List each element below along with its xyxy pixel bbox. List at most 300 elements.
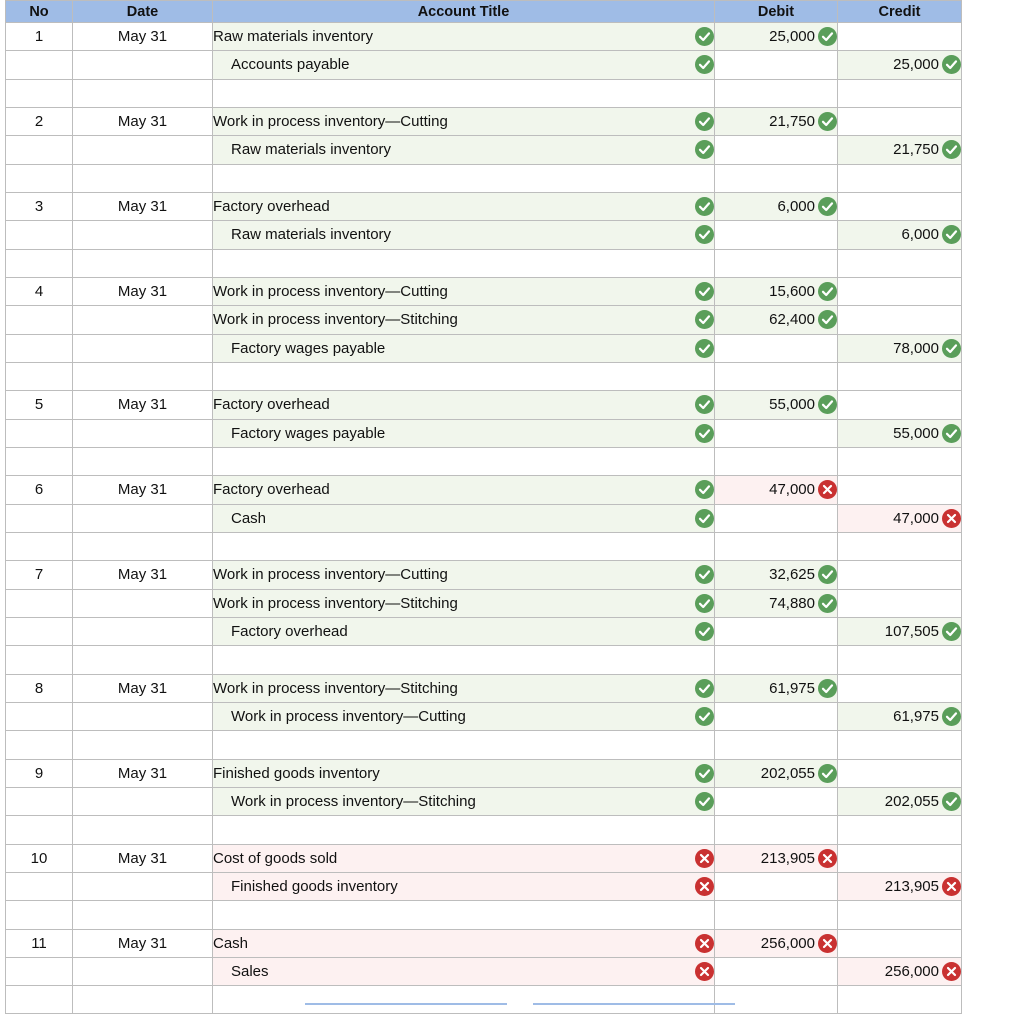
credit-input[interactable] bbox=[838, 192, 962, 220]
credit-amount: 213,905 bbox=[884, 878, 939, 895]
blank-cell[interactable] bbox=[73, 901, 213, 929]
entry-date-select[interactable]: May 31 bbox=[73, 23, 213, 51]
debit-input[interactable] bbox=[715, 787, 838, 815]
account-title-text: Cost of goods sold bbox=[213, 849, 338, 867]
debit-input[interactable] bbox=[715, 702, 838, 730]
credit-amount: 25,000 bbox=[893, 56, 939, 74]
entry-number: 7 bbox=[6, 561, 73, 589]
journal-line-row bbox=[6, 844, 962, 872]
blank-cell[interactable] bbox=[73, 646, 213, 674]
journal-line-row bbox=[6, 334, 962, 362]
account-title-select[interactable] bbox=[213, 872, 715, 900]
check-circle-icon bbox=[695, 55, 714, 74]
blank-row bbox=[6, 986, 962, 1014]
credit-input[interactable] bbox=[838, 23, 962, 51]
journal-line-row bbox=[6, 589, 962, 617]
account-title-text: Cash bbox=[231, 509, 267, 527]
account-title-text: Work in process inventory—Cutting bbox=[213, 566, 448, 584]
account-title-text: Accounts payable bbox=[231, 56, 350, 74]
account-title-select[interactable] bbox=[213, 277, 715, 305]
blank-cell[interactable] bbox=[73, 447, 213, 475]
account-title-text: Factory overhead bbox=[213, 481, 330, 499]
journal-line-row bbox=[6, 759, 962, 787]
check-circle-icon bbox=[695, 339, 714, 358]
blank-cell[interactable] bbox=[73, 731, 213, 759]
entry-number: 2 bbox=[6, 107, 73, 135]
credit-input[interactable] bbox=[838, 306, 962, 334]
debit-input[interactable] bbox=[715, 51, 838, 79]
entry-number-empty bbox=[6, 334, 73, 362]
check-circle-icon bbox=[695, 225, 714, 244]
blank-row bbox=[6, 646, 962, 674]
credit-input[interactable] bbox=[838, 51, 962, 79]
entry-date-empty[interactable] bbox=[73, 872, 213, 900]
debit-input[interactable] bbox=[715, 617, 838, 645]
blank-cell[interactable] bbox=[715, 79, 838, 107]
entry-number-empty bbox=[6, 617, 73, 645]
blank-cell[interactable] bbox=[715, 816, 838, 844]
account-title-select[interactable] bbox=[213, 107, 715, 135]
debit-amount: 74,880 bbox=[769, 594, 815, 612]
scroll-indicator-right[interactable] bbox=[533, 1003, 735, 1005]
entry-number-empty bbox=[6, 51, 73, 79]
blank-cell bbox=[6, 447, 73, 475]
debit-input[interactable] bbox=[715, 674, 838, 702]
account-title-text: Factory wages payable bbox=[231, 339, 386, 357]
journal-line-row bbox=[6, 872, 962, 900]
check-circle-icon bbox=[818, 764, 837, 783]
entry-number: 8 bbox=[6, 674, 73, 702]
entry-number: 5 bbox=[6, 391, 73, 419]
x-circle-icon bbox=[942, 877, 961, 896]
account-title-select[interactable] bbox=[213, 589, 715, 617]
journal-line-row bbox=[6, 51, 962, 79]
account-title-select[interactable] bbox=[213, 617, 715, 645]
journal-line-row bbox=[6, 561, 962, 589]
journal-line-row bbox=[6, 476, 962, 504]
check-circle-icon bbox=[695, 679, 714, 698]
entry-date-select[interactable]: May 31 bbox=[73, 929, 213, 957]
check-circle-icon bbox=[942, 339, 961, 358]
header-credit: Credit bbox=[838, 1, 962, 23]
account-title-text: Work in process inventory—Stitching bbox=[231, 793, 476, 811]
credit-input[interactable] bbox=[838, 107, 962, 135]
entry-date-empty[interactable] bbox=[73, 306, 213, 334]
debit-amount: 55,000 bbox=[769, 396, 815, 414]
blank-row bbox=[6, 79, 962, 107]
account-title-text: Factory overhead bbox=[213, 396, 330, 414]
credit-amount: 256,000 bbox=[884, 962, 939, 980]
debit-input[interactable] bbox=[715, 929, 838, 957]
debit-input[interactable] bbox=[715, 221, 838, 249]
account-title-text: Work in process inventory—Stitching bbox=[213, 594, 458, 612]
debit-input[interactable] bbox=[715, 759, 838, 787]
check-circle-icon bbox=[818, 282, 837, 301]
debit-amount: 6,000 bbox=[777, 198, 815, 216]
x-circle-icon bbox=[818, 480, 837, 499]
credit-amount: 6,000 bbox=[901, 226, 939, 244]
entry-date-empty[interactable] bbox=[73, 136, 213, 164]
account-title-text: Factory overhead bbox=[213, 198, 330, 216]
entry-number: 4 bbox=[6, 277, 73, 305]
debit-input[interactable] bbox=[715, 872, 838, 900]
entry-date-empty[interactable] bbox=[73, 589, 213, 617]
blank-cell[interactable] bbox=[838, 986, 962, 1014]
x-circle-icon bbox=[942, 509, 961, 528]
blank-row bbox=[6, 731, 962, 759]
blank-row bbox=[6, 362, 962, 390]
debit-amount: 32,625 bbox=[769, 566, 815, 584]
journal-line-row bbox=[6, 929, 962, 957]
journal-line-row bbox=[6, 674, 962, 702]
entry-date-empty[interactable] bbox=[73, 787, 213, 815]
account-title-select[interactable] bbox=[213, 221, 715, 249]
credit-input[interactable] bbox=[838, 759, 962, 787]
entry-date-select[interactable]: May 31 bbox=[73, 192, 213, 220]
blank-cell[interactable] bbox=[838, 532, 962, 560]
entry-date-select[interactable]: May 31 bbox=[73, 476, 213, 504]
debit-input[interactable] bbox=[715, 504, 838, 532]
blank-cell[interactable] bbox=[213, 249, 715, 277]
blank-cell[interactable] bbox=[73, 164, 213, 192]
header-date: Date bbox=[73, 1, 213, 23]
header-account-title: Account Title bbox=[213, 1, 715, 23]
journal-line-row bbox=[6, 702, 962, 730]
blank-cell[interactable] bbox=[838, 249, 962, 277]
check-circle-icon bbox=[818, 395, 837, 414]
blank-cell[interactable] bbox=[715, 731, 838, 759]
blank-cell[interactable] bbox=[715, 447, 838, 475]
journal-line-row bbox=[6, 136, 962, 164]
blank-cell bbox=[6, 731, 73, 759]
x-circle-icon bbox=[818, 934, 837, 953]
blank-row bbox=[6, 816, 962, 844]
debit-input[interactable] bbox=[715, 561, 838, 589]
debit-amount: 256,000 bbox=[760, 934, 815, 952]
check-circle-icon bbox=[695, 310, 714, 329]
debit-input[interactable] bbox=[715, 391, 838, 419]
debit-amount: 202,055 bbox=[760, 764, 815, 782]
account-title-select[interactable] bbox=[213, 23, 715, 51]
blank-row bbox=[6, 901, 962, 929]
check-circle-icon bbox=[942, 140, 961, 159]
entry-number-empty bbox=[6, 702, 73, 730]
blank-cell[interactable] bbox=[73, 79, 213, 107]
credit-input[interactable] bbox=[838, 589, 962, 617]
blank-cell[interactable] bbox=[213, 164, 715, 192]
account-title-text: Finished goods inventory bbox=[231, 878, 398, 895]
credit-input[interactable] bbox=[838, 504, 962, 532]
blank-cell[interactable] bbox=[213, 901, 715, 929]
debit-input[interactable] bbox=[715, 107, 838, 135]
journal-line-row bbox=[6, 277, 962, 305]
credit-input[interactable] bbox=[838, 929, 962, 957]
debit-amount: 47,000 bbox=[769, 481, 815, 499]
credit-input[interactable] bbox=[838, 702, 962, 730]
entry-date-select[interactable]: May 31 bbox=[73, 844, 213, 872]
x-circle-icon bbox=[695, 877, 714, 896]
entry-date-empty[interactable] bbox=[73, 419, 213, 447]
blank-cell[interactable] bbox=[838, 164, 962, 192]
credit-input[interactable] bbox=[838, 957, 962, 985]
blank-cell[interactable] bbox=[73, 532, 213, 560]
check-circle-icon bbox=[818, 112, 837, 131]
journal-line-row bbox=[6, 787, 962, 815]
blank-cell[interactable] bbox=[73, 362, 213, 390]
credit-amount: 78,000 bbox=[893, 339, 939, 357]
account-title-select[interactable] bbox=[213, 476, 715, 504]
journal-line-row bbox=[6, 221, 962, 249]
credit-amount: 107,505 bbox=[884, 623, 939, 641]
check-circle-icon bbox=[695, 509, 714, 528]
credit-input[interactable] bbox=[838, 391, 962, 419]
entry-date-empty[interactable] bbox=[73, 334, 213, 362]
debit-amount: 62,400 bbox=[769, 311, 815, 329]
entry-date-empty[interactable] bbox=[73, 702, 213, 730]
blank-cell[interactable] bbox=[715, 164, 838, 192]
check-circle-icon bbox=[695, 707, 714, 726]
debit-input[interactable] bbox=[715, 192, 838, 220]
entry-date-select[interactable]: May 31 bbox=[73, 107, 213, 135]
entry-number-empty bbox=[6, 221, 73, 249]
blank-cell[interactable] bbox=[213, 79, 715, 107]
entry-date-select[interactable]: May 31 bbox=[73, 561, 213, 589]
account-title-text: Work in process inventory—Stitching bbox=[213, 679, 458, 697]
journal-line-row bbox=[6, 107, 962, 135]
account-title-text: Raw materials inventory bbox=[231, 141, 392, 159]
check-circle-icon bbox=[942, 55, 961, 74]
blank-row bbox=[6, 164, 962, 192]
entry-date-empty[interactable] bbox=[73, 51, 213, 79]
blank-cell[interactable] bbox=[73, 249, 213, 277]
credit-input[interactable] bbox=[838, 136, 962, 164]
check-circle-icon bbox=[695, 792, 714, 811]
debit-input[interactable] bbox=[715, 589, 838, 617]
blank-cell[interactable] bbox=[715, 362, 838, 390]
credit-input[interactable] bbox=[838, 476, 962, 504]
entry-date-empty[interactable] bbox=[73, 617, 213, 645]
account-title-select[interactable] bbox=[213, 702, 715, 730]
entry-number: 11 bbox=[6, 929, 73, 957]
check-circle-icon bbox=[695, 424, 714, 443]
entry-number: 6 bbox=[6, 476, 73, 504]
credit-input[interactable] bbox=[838, 787, 962, 815]
blank-cell[interactable] bbox=[715, 901, 838, 929]
check-circle-icon bbox=[942, 225, 961, 244]
debit-input[interactable] bbox=[715, 476, 838, 504]
blank-cell[interactable] bbox=[213, 731, 715, 759]
debit-input[interactable] bbox=[715, 334, 838, 362]
entry-number-empty bbox=[6, 872, 73, 900]
blank-cell[interactable] bbox=[715, 646, 838, 674]
blank-cell[interactable] bbox=[213, 447, 715, 475]
account-title-select[interactable] bbox=[213, 674, 715, 702]
credit-amount: 47,000 bbox=[893, 509, 939, 527]
credit-input[interactable] bbox=[838, 872, 962, 900]
entry-number-empty bbox=[6, 787, 73, 815]
account-title-select[interactable] bbox=[213, 419, 715, 447]
account-title-select[interactable] bbox=[213, 391, 715, 419]
account-title-text: Factory overhead bbox=[231, 623, 348, 641]
journal-line-row bbox=[6, 192, 962, 220]
entry-number-empty bbox=[6, 589, 73, 617]
debit-input[interactable] bbox=[715, 957, 838, 985]
entry-date-empty[interactable] bbox=[73, 957, 213, 985]
entry-number: 1 bbox=[6, 23, 73, 51]
account-title-select[interactable] bbox=[213, 192, 715, 220]
account-title-select[interactable] bbox=[213, 844, 715, 872]
blank-cell[interactable] bbox=[213, 362, 715, 390]
journal-line-row bbox=[6, 306, 962, 334]
account-title-select[interactable] bbox=[213, 136, 715, 164]
x-circle-icon bbox=[818, 849, 837, 868]
account-title-text: Work in process inventory—Cutting bbox=[213, 283, 448, 301]
check-circle-icon bbox=[695, 622, 714, 641]
entry-date-select[interactable]: May 31 bbox=[73, 759, 213, 787]
entry-number: 3 bbox=[6, 192, 73, 220]
check-circle-icon bbox=[942, 622, 961, 641]
header-no: No bbox=[6, 1, 73, 23]
blank-row bbox=[6, 249, 962, 277]
blank-cell bbox=[6, 362, 73, 390]
entry-date-select[interactable]: May 31 bbox=[73, 674, 213, 702]
header-debit: Debit bbox=[715, 1, 838, 23]
debit-amount: 213,905 bbox=[760, 849, 815, 867]
journal-entry-table bbox=[5, 0, 962, 1014]
entry-date-select[interactable]: May 31 bbox=[73, 277, 213, 305]
entry-date-empty[interactable] bbox=[73, 221, 213, 249]
debit-amount: 61,975 bbox=[769, 679, 815, 697]
blank-row bbox=[6, 447, 962, 475]
entry-number-empty bbox=[6, 306, 73, 334]
debit-input[interactable] bbox=[715, 136, 838, 164]
blank-cell[interactable] bbox=[213, 816, 715, 844]
debit-input[interactable] bbox=[715, 306, 838, 334]
check-circle-icon bbox=[695, 395, 714, 414]
account-title-select[interactable] bbox=[213, 504, 715, 532]
debit-input[interactable] bbox=[715, 23, 838, 51]
scroll-indicator-left[interactable] bbox=[305, 1003, 507, 1005]
blank-cell bbox=[6, 646, 73, 674]
blank-cell[interactable] bbox=[838, 362, 962, 390]
entry-date-select[interactable]: May 31 bbox=[73, 391, 213, 419]
account-title-select[interactable] bbox=[213, 929, 715, 957]
check-circle-icon bbox=[695, 480, 714, 499]
check-circle-icon bbox=[818, 310, 837, 329]
check-circle-icon bbox=[818, 27, 837, 46]
account-title-text: Factory wages payable bbox=[231, 424, 386, 442]
check-circle-icon bbox=[695, 112, 714, 131]
account-title-text: Sales bbox=[231, 962, 269, 980]
blank-cell[interactable] bbox=[838, 447, 962, 475]
credit-amount: 202,055 bbox=[884, 793, 939, 811]
debit-input[interactable] bbox=[715, 277, 838, 305]
credit-amount: 61,975 bbox=[893, 708, 939, 726]
debit-amount: 21,750 bbox=[769, 113, 815, 131]
header-row bbox=[6, 1, 962, 23]
check-circle-icon bbox=[818, 197, 837, 216]
x-circle-icon bbox=[695, 934, 714, 953]
blank-cell[interactable] bbox=[838, 731, 962, 759]
blank-cell[interactable] bbox=[213, 646, 715, 674]
check-circle-icon bbox=[695, 140, 714, 159]
entry-number: 10 bbox=[6, 844, 73, 872]
debit-amount: 15,600 bbox=[769, 283, 815, 301]
x-circle-icon bbox=[695, 962, 714, 981]
credit-input[interactable] bbox=[838, 674, 962, 702]
check-circle-icon bbox=[818, 565, 837, 584]
account-title-text: Finished goods inventory bbox=[213, 764, 380, 782]
entry-number-empty bbox=[6, 504, 73, 532]
entry-number: 9 bbox=[6, 759, 73, 787]
blank-cell[interactable] bbox=[213, 986, 715, 1014]
account-title-select[interactable] bbox=[213, 51, 715, 79]
blank-cell[interactable] bbox=[838, 646, 962, 674]
debit-amount: 25,000 bbox=[769, 28, 815, 46]
account-title-select[interactable] bbox=[213, 787, 715, 815]
blank-cell bbox=[6, 79, 73, 107]
blank-cell[interactable] bbox=[73, 816, 213, 844]
check-circle-icon bbox=[695, 27, 714, 46]
journal-line-row bbox=[6, 391, 962, 419]
debit-input[interactable] bbox=[715, 844, 838, 872]
account-title-text: Cash bbox=[213, 934, 249, 952]
blank-cell bbox=[6, 901, 73, 929]
blank-cell[interactable] bbox=[213, 532, 715, 560]
check-circle-icon bbox=[942, 792, 961, 811]
x-circle-icon bbox=[942, 962, 961, 981]
check-circle-icon bbox=[695, 197, 714, 216]
blank-cell[interactable] bbox=[838, 816, 962, 844]
x-circle-icon bbox=[695, 849, 714, 868]
check-circle-icon bbox=[695, 565, 714, 584]
blank-cell[interactable] bbox=[838, 901, 962, 929]
check-circle-icon bbox=[695, 282, 714, 301]
credit-input[interactable] bbox=[838, 334, 962, 362]
account-title-select[interactable] bbox=[213, 334, 715, 362]
check-circle-icon bbox=[695, 594, 714, 613]
blank-cell bbox=[6, 164, 73, 192]
blank-cell[interactable] bbox=[715, 532, 838, 560]
credit-input[interactable] bbox=[838, 617, 962, 645]
entry-date-empty[interactable] bbox=[73, 504, 213, 532]
account-title-select[interactable] bbox=[213, 306, 715, 334]
blank-cell[interactable] bbox=[715, 249, 838, 277]
journal-body bbox=[6, 23, 962, 1014]
blank-row bbox=[6, 532, 962, 560]
blank-cell[interactable] bbox=[838, 79, 962, 107]
account-title-select[interactable] bbox=[213, 759, 715, 787]
credit-input[interactable] bbox=[838, 419, 962, 447]
blank-cell[interactable] bbox=[715, 986, 838, 1014]
journal-line-row bbox=[6, 419, 962, 447]
journal-line-row bbox=[6, 957, 962, 985]
credit-input[interactable] bbox=[838, 561, 962, 589]
blank-cell bbox=[6, 986, 73, 1014]
check-circle-icon bbox=[942, 707, 961, 726]
journal-line-row bbox=[6, 504, 962, 532]
account-title-text: Work in process inventory—Cutting bbox=[231, 708, 466, 726]
debit-input[interactable] bbox=[715, 419, 838, 447]
credit-input[interactable] bbox=[838, 844, 962, 872]
account-title-select[interactable] bbox=[213, 957, 715, 985]
check-circle-icon bbox=[942, 424, 961, 443]
credit-input[interactable] bbox=[838, 221, 962, 249]
credit-input[interactable] bbox=[838, 277, 962, 305]
account-title-select[interactable] bbox=[213, 561, 715, 589]
blank-cell[interactable] bbox=[73, 986, 213, 1014]
blank-cell bbox=[6, 532, 73, 560]
